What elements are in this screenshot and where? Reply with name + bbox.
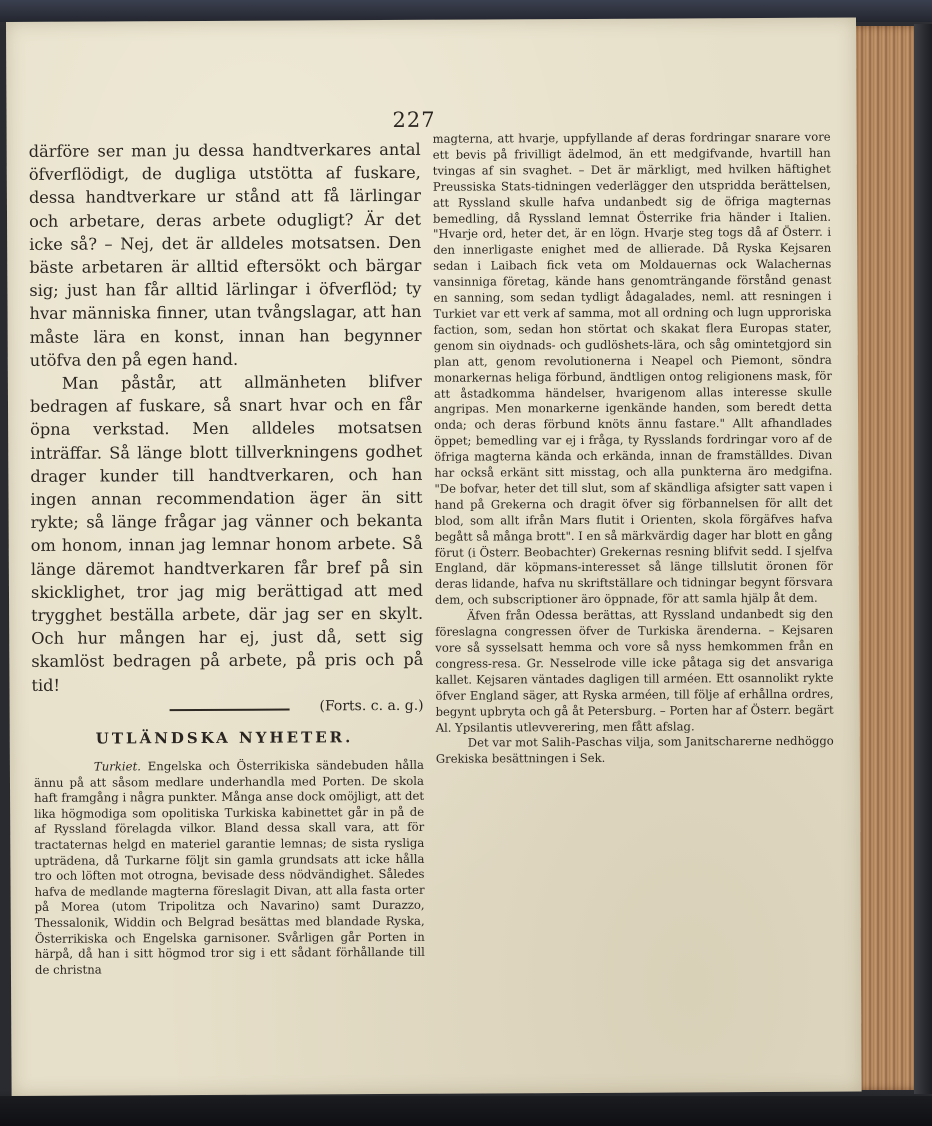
book-spine (914, 24, 932, 1094)
left-paragraph-2: Man påstår, att allmänheten blifver bedragen af fuskare, så snart hvar och en får öpna verkstad. Men alldeles motsatsen inträffar. Så länge blott tillverkningens godhet drager kunder till handtverkaren, och han ingen annan recommendation äger än sitt rykte; så länge frågar jag vänner och bekanta om honom, innan jag lemnar honom arbete. Så länge däremot handtverkaren får bref på sin skicklighet, tror jag mig berättigad att med trygghet beställa arbete, där jag ser en skylt. Och hur mången har ej, just då, sett sig skamlöst bedragen på arbete, på pris och på tid! (29, 371, 424, 695)
right-paragraph-1: magterna, att hvarje, uppfyllande af deras fordringar snarare vore ett bevis på frivilligt ädelmod, än ett medgifvande, hvartill han tvingas af sin svaghet. – Det är märkligt, med hvilken häftighet Preussiska Stats-tidningen vederlägger den utspridda berättelsen, att Ryssland skulle hafva undanbedt sig de öfriga magternas bemedling, då Ryssland lemnat Österrike fria händer i Italien. "Hvarje ord, heter det, är en lögn. Hvarje steg togs då af Österr. i den innerligaste enighet med de allierade. Då Ryska Kejsaren sedan i Laibach fick veta om Moldauernas ock Walachernas vansinniga företag, kände hans genomträngande förstånd genast en sanning, som sedan tydligt ådagalades, neml. att resningen i Turkiet var ett verk af samma, mot all ordning och lugn upproriska faction, som, sedan hon störtat och skakat flera Europas stater, genom sin oiydnads- och gudlöshets-lära, och såg omintetgjord sin plan att, genom revolutionerna i Neapel och Piemont, söndra monarkernas heliga förbund, ändtligen ontog religionens mask, för att åstadkomma händelser, hvarigenom allas interesse skulle angripas. Men monarkerne igenkände handen, som beredt detta onda; och deras förbund knöts ännu fastare." Allt afhandlades öppet; bemedling var ej i fråga, ty Rysslands fordringar voro af de öfriga magterna kända och erkända, innan de framställdes. Divan har också erkänt sitt misstag, och alla punkterna äro medgifna. "De bofvar, heter det till slut, som af skändliga afsigter satt vapen i hand på Grekerna och dragit öfver sig förbannelsen för allt det blod, som allt ifrån Mars flutit i Orienten, skola förgäfves hafva begått så många brott". I en så märkvärdig dager har blott en gång förut (i Österr. Beobachter) Grekernas resning blifvit sedd. I sjelfva England, där köpmans-interesset så länge tillslutit öronen för deras lidande, hafva nu skriftställare och tidningar begynt försvara dem, och subscriptioner äro öppnade, för att samla hjälp åt dem. (432, 129, 833, 608)
right-paragraph-2: Äfven från Odessa berättas, att Ryssland undanbedt sig den föreslagna congressen öfver de Turkiska ärenderna. – Kejsaren vore så sysselsatt hemma och vore så nyss hemkommen från en congress-resa. Gr. Nesselrode ville icke påtaga sig det ansvariga kallet. Kejsaren väntades dagligen till arméen. Ett osannolikt rykte öfver England säger, att Ryska arméen, till följe af erhållna ordres, begynt upbryta och gå åt Petersburg. – Porten har af Österr. begärt Al. Ypsilantis utlevverering, men fått afslag. (435, 606, 834, 735)
left-paragraph-1: därföre ser man ju dessa handtverkares antal öfverflödigt, de dugliga utstötta af fuskare, dessa handtverkare ur stånd att få lärlingar och arbetare, deras arbete odugligt? Är det icke så? – Nej, det är alldeles motsatsen. Den bäste arbetaren är alltid eftersökt och bärgar sig; just han får alltid lärlingar i öfverflöd; ty hvar människa finner, utan tvångslagar, att han måste lära en konst, innan han begynner utöfva den på egen hand. (28, 139, 422, 370)
news-topic: Turkiet. (93, 759, 141, 774)
news-paragraph (34, 758, 425, 978)
bottom-dark-band (0, 1096, 932, 1126)
section-heading: UTLÄNDSKA NYHETER. (95, 728, 354, 748)
news-column (34, 758, 425, 978)
page-number: 227 (392, 107, 436, 132)
right-column (433, 130, 834, 768)
left-column (29, 138, 424, 720)
right-paragraph-3: Det var mot Salih-Paschas vilja, som Janitscharerne nedhöggo Grekiska besättningen i Sek. (435, 734, 834, 767)
book-page (6, 18, 862, 1096)
news-text: Engelska och Österrikiska sändebuden hålla ännu på att såsom medlare underhandla med Porten. De skola haft framgång i några punkter. Många anse dock omöjligt, att det lika högmodiga som opolitiska Turkiska kabinettet går in på de af Ryssland förelagda vilkor. Bland dessa skall vara, att för tractaternas helgd en materiel garantie lemnas; de sista rysliga upträdena, då Turkarne följt sin gamla grundsats att icke hålla tro och löften mot otrogna, bevisade dess nödvändighet. Således hafva de medlande magterna föreslagit Divan, att alla fasta orter på Morea (utom Tripolitza och Navarino) samt Durazzo, Thessalonik, Widdin och Belgrad besättas med blandade Ryska, Österrikiska och Engelska garnisoner. Svårligen går Porten in härpå, då han i sitt högmod tror sig i ett sådant förhållande till de christna (33, 757, 425, 977)
continuation-note: (Forts. c. a. g.) (319, 697, 424, 715)
